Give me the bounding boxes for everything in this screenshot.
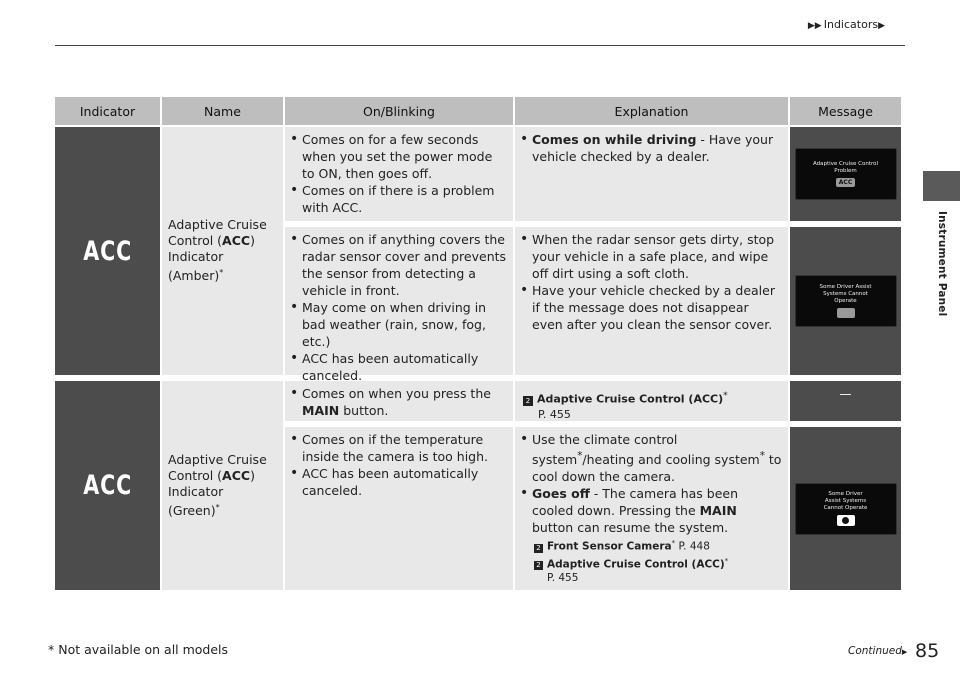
- on-text: Comes on when you press the: [302, 386, 491, 401]
- footnote-marker: *: [723, 390, 728, 401]
- name-text: ACC: [222, 233, 251, 249]
- reference-icon: 2: [534, 544, 543, 553]
- message-text: Some Driver Assist: [819, 284, 872, 290]
- on-text: button.: [339, 403, 389, 418]
- name-text: Control (: [168, 467, 223, 483]
- list-item: • ACC has been automatically canceled.: [289, 465, 507, 499]
- message-screen: [795, 148, 897, 200]
- continued-label: [848, 645, 907, 657]
- explanation-bold: Comes on while driving: [532, 132, 697, 147]
- message-text: Problem: [834, 168, 857, 174]
- name-cell: [162, 381, 285, 590]
- col-on-blinking: On/Blinking: [285, 97, 515, 125]
- explanation-cell: [515, 127, 790, 221]
- footnote-marker: *: [577, 450, 583, 462]
- indicator-table: [55, 97, 901, 596]
- name-text: ACC: [222, 467, 251, 483]
- acc-indicator-icon: ACC: [83, 470, 132, 501]
- list-item: • Comes on for a few seconds when you set the power mode to ON, then goes off.: [289, 131, 507, 182]
- list-item: • Have your vehicle checked by a dealer if the message does not disappear even after you clean the sensor cover.: [519, 282, 782, 333]
- reference-title: Front Sensor Camera: [547, 540, 672, 553]
- on-blinking-cell: [285, 427, 515, 590]
- explanation-text: to cool down the camera.: [532, 452, 782, 485]
- col-message: Message: [818, 103, 873, 119]
- footnote-marker: *: [219, 268, 224, 278]
- on-bold: MAIN: [302, 403, 340, 418]
- cross-reference[interactable]: [519, 536, 782, 554]
- footnote-marker: *: [215, 502, 220, 512]
- list-item: • When the radar sensor gets dirty, stop your vehicle in a safe place, and wipe off dirt using a soft cloth.: [519, 231, 782, 282]
- list-item: [519, 131, 782, 165]
- arrow-icon: ▶: [901, 648, 908, 656]
- sub-row: [285, 381, 901, 421]
- col-name: Name: [162, 97, 285, 125]
- message-cell: [790, 227, 901, 375]
- double-arrow-icon: ▶▶: [807, 21, 822, 31]
- reference-icon: 2: [523, 396, 533, 406]
- message-screen: [795, 275, 897, 327]
- continued-text: Continued: [848, 645, 902, 657]
- no-message-dash: —: [839, 387, 852, 401]
- explanation-cell: [515, 381, 790, 421]
- reference-title: Adaptive Cruise Control (ACC): [547, 558, 725, 571]
- message-cell: [790, 127, 901, 221]
- message-text: Some Driver: [828, 491, 863, 497]
- arrow-icon: ▶: [878, 21, 885, 31]
- message-text: Adaptive Cruise Control: [812, 161, 879, 167]
- explanation-bold: Goes off: [532, 486, 590, 502]
- explanation-cell: [515, 427, 790, 590]
- footnote-marker: *: [724, 556, 729, 565]
- message-screen: [795, 483, 897, 535]
- name-text: Adaptive Cruise: [168, 217, 267, 233]
- table-header: [55, 97, 901, 125]
- col-explanation: Explanation: [515, 97, 790, 125]
- footnote-marker: *: [671, 539, 676, 548]
- camera-icon: [837, 515, 855, 526]
- explanation-text: - The camera has been cooled down. Pressing the: [532, 486, 739, 519]
- message-text: Operate: [834, 298, 857, 304]
- sub-rows: [285, 381, 901, 590]
- message-text: Systems Cannot: [823, 291, 868, 297]
- footnote: * Not available on all models: [48, 642, 229, 657]
- page-number: 85: [915, 640, 940, 662]
- explanation-text: - Have your vehicle checked by a dealer.: [532, 132, 774, 164]
- sub-row: [285, 227, 901, 383]
- list-item: • ACC has been automatically canceled.: [289, 350, 507, 384]
- reference-page: P. 455: [538, 407, 571, 421]
- explanation-bold: MAIN: [699, 503, 737, 519]
- name-cell: [162, 127, 285, 375]
- sub-row: [285, 127, 901, 221]
- message-cell: [790, 427, 901, 590]
- list-item: • May come on when driving in bad weather (rain, snow, fog, etc.): [289, 299, 507, 350]
- explanation-text: /heating and cooling system: [582, 452, 760, 468]
- acc-indicator-icon: ACC: [83, 235, 132, 267]
- sub-row: [285, 427, 901, 590]
- table-row: [55, 381, 901, 590]
- name-text: ): [250, 467, 255, 483]
- explanation-cell: [515, 227, 790, 375]
- list-item: [519, 431, 782, 485]
- name-text: Adaptive Cruise: [168, 451, 267, 467]
- name-text: ): [250, 233, 255, 249]
- reference-page: P. 455: [547, 572, 579, 585]
- footnote-marker: *: [759, 450, 765, 462]
- explanation-text: button can resume the system.: [532, 520, 729, 536]
- list-item: [289, 385, 507, 419]
- cross-reference[interactable]: [519, 554, 782, 586]
- indicator-cell: [55, 381, 162, 590]
- name-text: Indicator (Green): [168, 483, 224, 519]
- col-indicator: Indicator: [55, 97, 162, 125]
- reference-icon: 2: [534, 561, 543, 570]
- section-label: Instrument Panel: [936, 211, 948, 317]
- explanation-text: Use the climate control system: [532, 432, 678, 468]
- on-blinking-cell: [285, 227, 515, 383]
- radar-sensor-icon: [837, 308, 855, 318]
- reference-title: Adaptive Cruise Control (ACC): [537, 392, 724, 406]
- list-item: [519, 485, 782, 536]
- acc-badge: ACC: [836, 178, 855, 187]
- name-text: Indicator (Amber): [168, 249, 224, 284]
- list-item: • Comes on if anything covers the radar sensor cover and prevents the sensor from detecting a vehicle in front.: [289, 231, 507, 299]
- indicator-cell: [55, 127, 162, 375]
- sub-rows: [285, 127, 901, 383]
- message-text: Cannot Operate: [823, 505, 868, 511]
- reference-page: P. 448: [675, 540, 710, 553]
- table-row: [55, 127, 901, 383]
- name-text: Control (: [168, 233, 223, 249]
- header-rule: [55, 45, 905, 46]
- on-blinking-cell: [285, 381, 515, 421]
- running-header: [808, 18, 887, 31]
- header-section: Indicators: [823, 18, 879, 31]
- on-blinking-cell: [285, 127, 515, 221]
- list-item: • Comes on if the temperature inside the camera is too high.: [289, 431, 507, 465]
- list-item: • Comes on if there is a problem with ACC.: [289, 182, 507, 216]
- message-cell: [790, 381, 901, 421]
- cross-reference[interactable]: [519, 385, 782, 422]
- message-text: Assist Systems: [824, 498, 867, 504]
- section-tab: [923, 171, 960, 201]
